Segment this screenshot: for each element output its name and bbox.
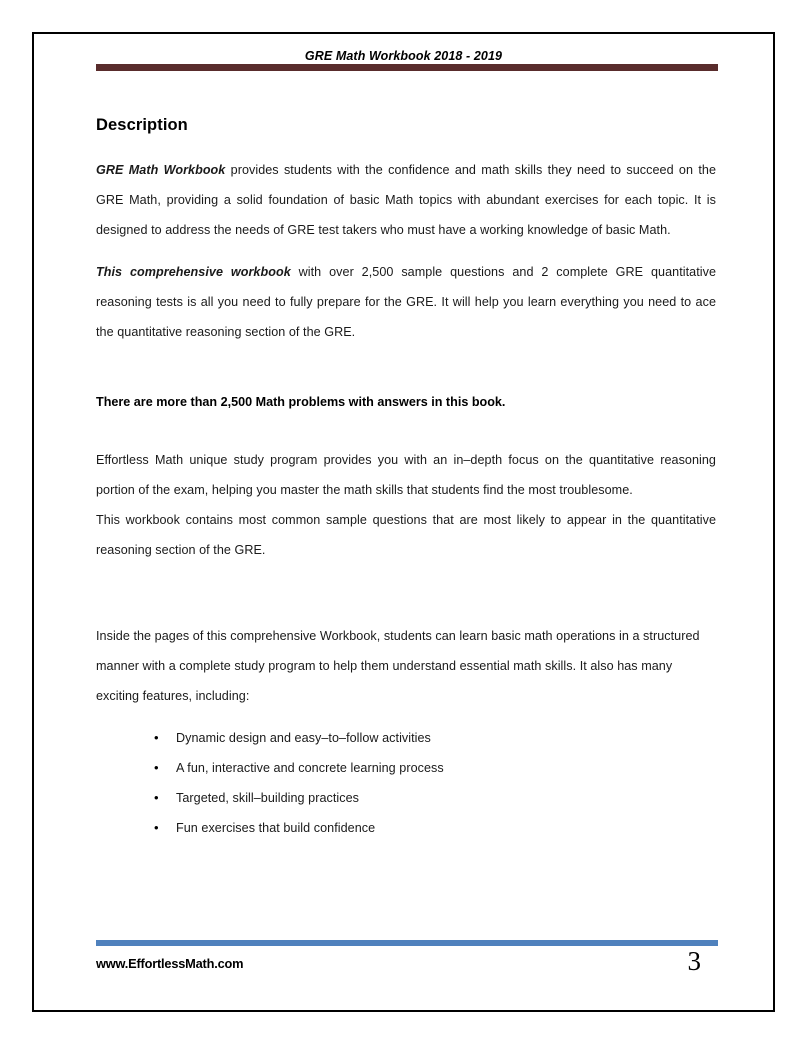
bullet-icon: •: [154, 820, 159, 835]
footer-divider-rule: [96, 940, 718, 946]
list-item-label: Fun exercises that build confidence: [176, 821, 376, 835]
paragraph-description-1: [96, 155, 716, 245]
bullet-icon: •: [154, 790, 159, 805]
list-spacer: [96, 711, 716, 723]
paragraph-1-lead-emphasis: GRE Math Workbook: [96, 163, 226, 177]
list-item: [96, 723, 716, 753]
paragraph-inside-pages: Inside the pages of this comprehensive Workbook, students can learn basic math operations in a structured manner with a complete study program to help them understand essential math skills. It also has many exciting features, including:: [96, 629, 700, 703]
paragraph-spacer: [96, 565, 716, 621]
page-footer: [34, 928, 773, 1010]
list-item-label: Dynamic design and easy–to–follow activities: [176, 731, 431, 745]
features-bullet-list: [96, 723, 716, 843]
paragraph-1-body: provides students with the confidence and math skills they need to succeed on the GRE Math, providing a solid foundation of basic Math topics with abundant exercises for each topic. It is designed to address the needs of GRE test takers who must have a working knowledge of basic Math.: [96, 163, 716, 237]
page-number: 3: [687, 946, 701, 976]
bullet-icon: •: [154, 760, 159, 775]
paragraph-description-2: [96, 257, 716, 347]
list-item: [96, 813, 716, 843]
page-header: [34, 34, 773, 90]
header-divider-rule: [96, 64, 718, 71]
paragraph-spacer: [96, 417, 716, 445]
highlight-statement: There are more than 2,500 Math problems with answers in this book.: [96, 395, 506, 409]
list-item-label: Targeted, skill–building practices: [176, 791, 360, 805]
page-title: Description: [96, 116, 188, 134]
list-item: [96, 753, 716, 783]
paragraph-sample-questions: This workbook contains most common sample questions that are most likely to appear in the quantitative reasoning section of the GRE.: [96, 513, 716, 557]
document-page: [32, 32, 775, 1012]
list-item: [96, 783, 716, 813]
paragraph-study-program: Effortless Math unique study program provides you with an in–depth focus on the quantitative reasoning portion of the exam, helping you master the math skills that students find the most troublesome.: [96, 453, 716, 497]
paragraph-2-body: with over 2,500 sample questions and 2 complete GRE quantitative reasoning tests is all you need to fully prepare for the GRE. It will help you learn everything you need to ace the quantitative reasoning section of the GRE.: [96, 265, 716, 339]
paragraph-spacer: [96, 347, 716, 387]
header-title: GRE Math Workbook 2018 - 2019: [304, 49, 503, 63]
list-item-label: A fun, interactive and concrete learning process: [176, 761, 444, 775]
bullet-icon: •: [154, 730, 159, 745]
paragraph-spacer: [96, 245, 716, 257]
paragraph-2-lead-emphasis: This comprehensive workbook: [96, 265, 291, 279]
page-content: [96, 116, 716, 843]
footer-website-url: www.EffortlessMath.com: [96, 956, 244, 971]
